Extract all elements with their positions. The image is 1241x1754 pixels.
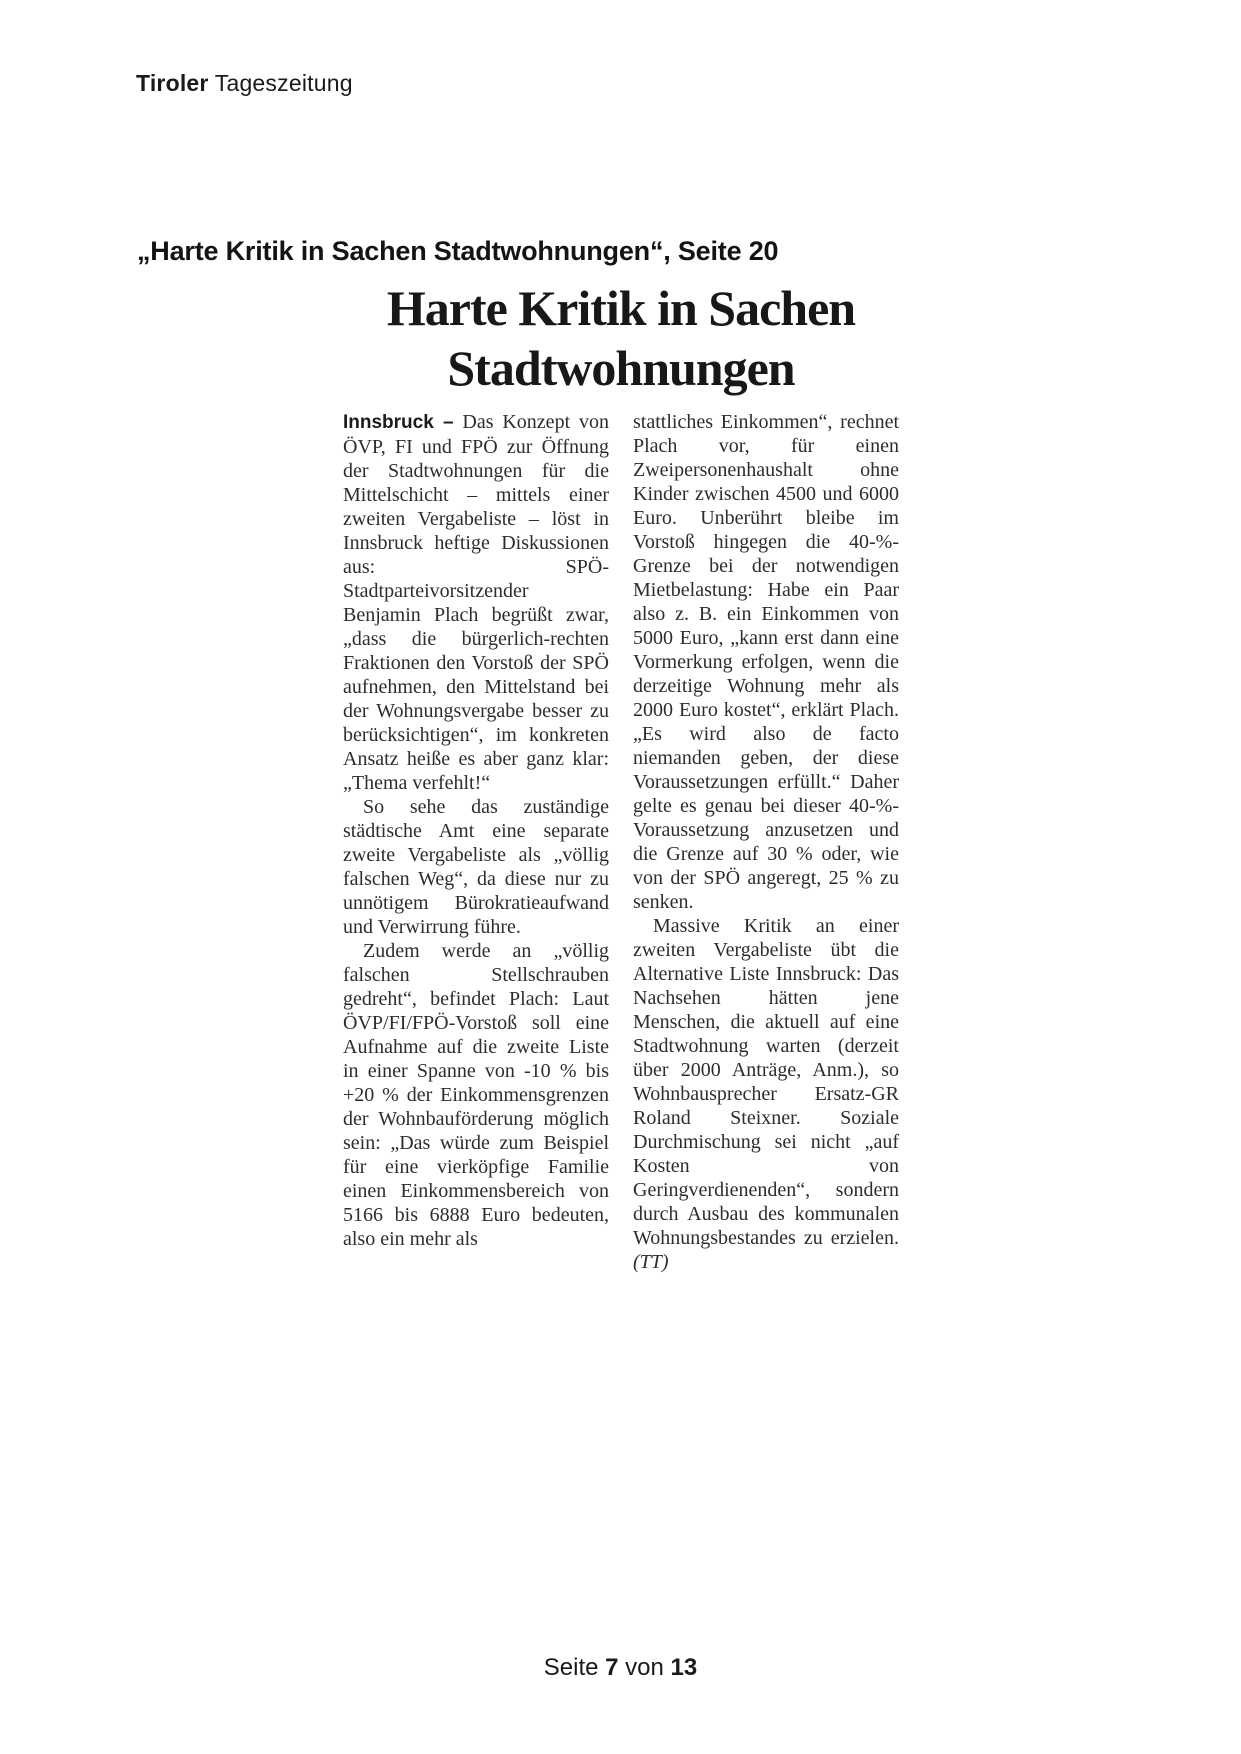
headline-line-2: Stadtwohnungen: [447, 340, 795, 396]
signoff: (TT): [633, 1251, 669, 1273]
paragraph-1-text: Das Konzept von ÖVP, FI und FPÖ zur Öffnung der Stadtwohnungen für die Mittelschicht – mittels einer zweiten Vergabeliste – löst in Innsbruck heftige Diskussionen aus: SPÖ-Stadtparteivorsitzender Benjamin Plach begrüßt zwar, „dass die bürgerlich-rechten Fraktionen den Vorstoß der SPÖ aufnehmen, den Mittelstand bei der Wohnungsvergabe besser zu berücksichtigen“, im konkreten Ansatz heiße es aber ganz klar: „Thema verfehlt!“: [343, 411, 609, 794]
article-clipping: [343, 278, 899, 1274]
footer-label-of: von: [625, 1654, 664, 1681]
footer-total-pages: 13: [670, 1654, 698, 1681]
dateline: Innsbruck –: [343, 412, 454, 433]
article-column-right: [633, 410, 899, 1274]
page-footer: [0, 1654, 1241, 1682]
kicker-line: „Harte Kritik in Sachen Stadtwohnungen“, Seite 20: [137, 236, 779, 266]
article-paragraph-4: [633, 914, 899, 1274]
headline-line-1: Harte Kritik in Sachen: [386, 280, 856, 336]
masthead-brand-regular: Tageszeitung: [214, 70, 353, 96]
article-headline: [327, 278, 915, 398]
masthead: [136, 70, 353, 97]
footer-current-page: 7: [605, 1654, 619, 1681]
paragraph-4-text: Massive Kritik an einer zweiten Vergabeliste übt die Alternative Liste Innsbruck: Das Nachsehen hätten jene Menschen, die aktuell auf eine Stadtwohnung warten (derzeit über 2000 Anträge, Anm.), so Wohnbausprecher Ersatz-GR Roland Steixner. Soziale Durchmischung sei nicht „auf Kosten von Geringverdienenden“, sondern durch Ausbau des kommunalen Wohnungsbestandes zu erzielen.: [633, 915, 899, 1249]
footer-label-page: Seite: [543, 1654, 599, 1681]
article-paragraph-1: [343, 410, 609, 795]
article-paragraph-2: So sehe das zuständige städtische Amt eine separate zweite Vergabeliste als „völlig falschen Weg“, da diese nur zu unnötigem Bürokratieaufwand und Verwirrung führe.: [343, 796, 609, 938]
article-column-left: [343, 410, 609, 1274]
article-paragraph-3-start: Zudem werde an „völlig falschen Stellschrauben gedreht“, befindet Plach: Laut ÖVP/FI/FPÖ-Vorstoß soll eine Aufnahme auf die zweite Liste in einer Spanne von -10 % bis +20 % der Einkommensgrenzen der Wohnbauförderung möglich sein: „Das würde zum Beispiel für eine vierköpfige Familie einen Einkommensbereich von 5166 bis 6888 Euro bedeuten, also ein mehr als: [343, 940, 609, 1250]
article-body: [343, 410, 899, 1274]
article-paragraph-3-end: stattliches Einkommen“, rechnet Plach vor, für einen Zweipersonenhaushalt ohne Kinder zwischen 4500 und 6000 Euro. Unberührt bleibe im Vorstoß hingegen die 40-%-Grenze bei der notwendigen Mietbelastung: Habe ein Paar also z. B. ein Einkommen von 5000 Euro, „kann erst dann eine Vormerkung erfolgen, wenn die derzeitige Wohnung mehr als 2000 Euro kostet“, erklärt Plach. „Es wird also de facto niemanden geben, der diese Voraussetzungen erfüllt.“ Daher gelte es genau bei dieser 40-%-Voraussetzung anzusetzen und die Grenze auf 30 % oder, wie von der SPÖ angeregt, 25 % zu senken.: [633, 411, 899, 913]
masthead-brand-bold: Tiroler: [136, 70, 209, 96]
